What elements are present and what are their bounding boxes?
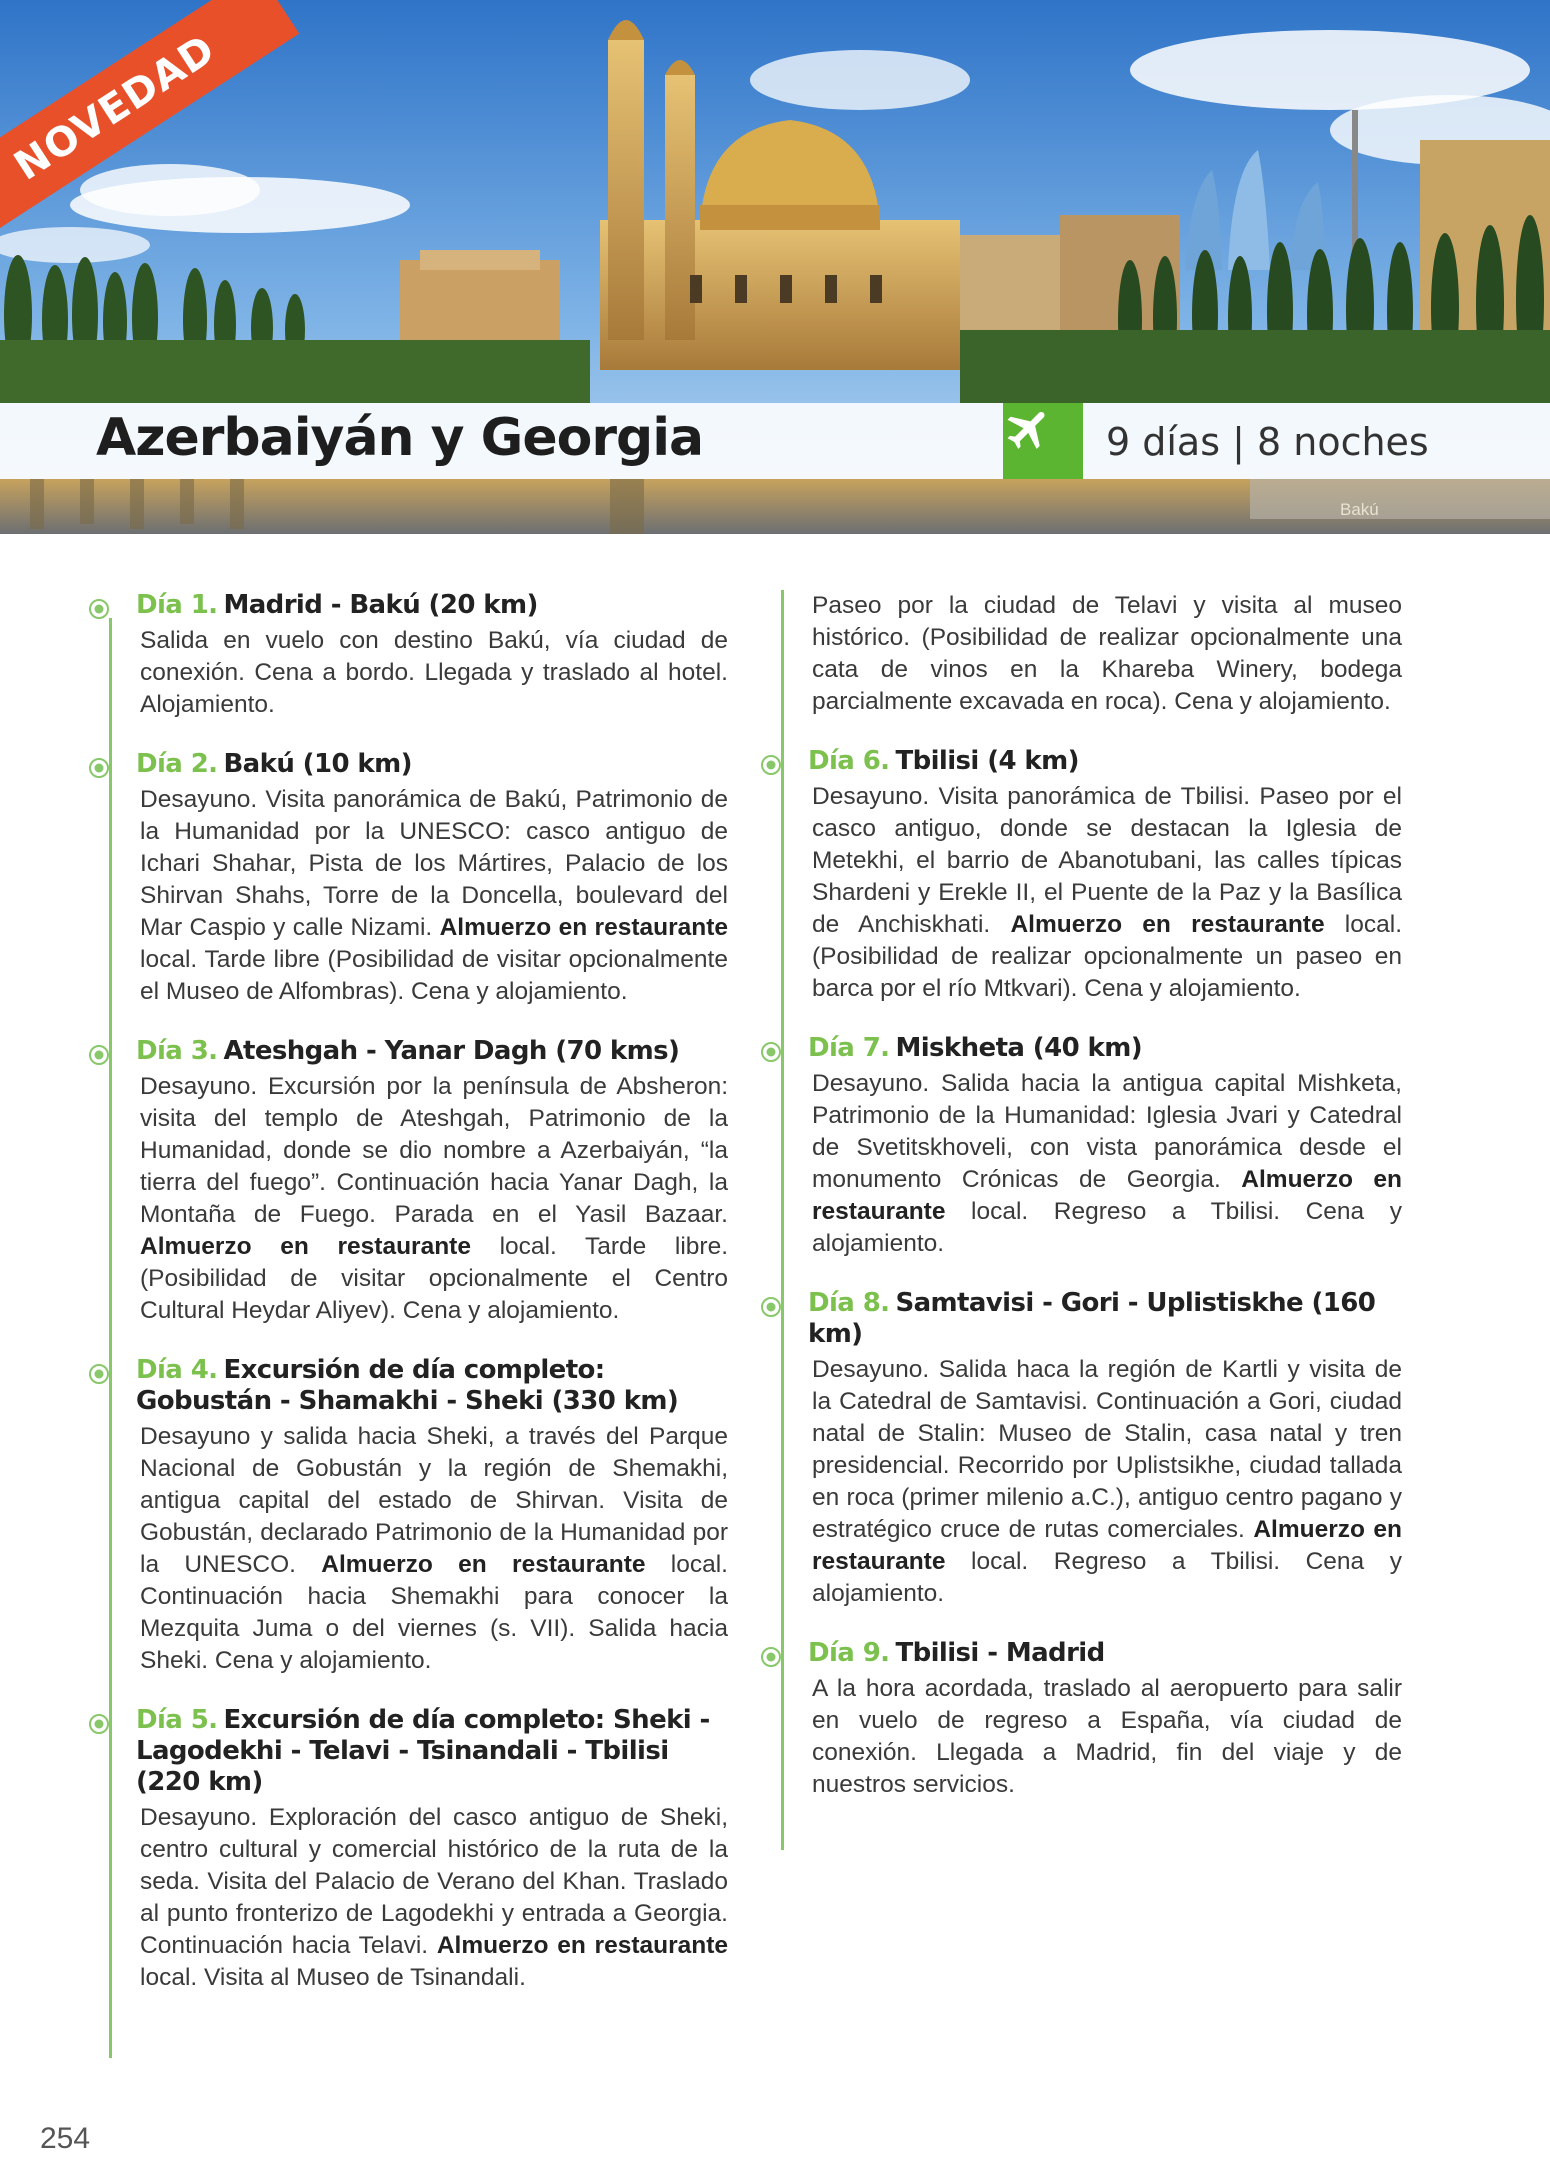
day-label: Día 8. — [808, 1288, 890, 1318]
timeline-bullet-icon — [88, 598, 110, 620]
novedad-badge-label: NOVEDAD — [0, 0, 299, 246]
day-title: Excursión de día completo: Sheki - Lagodekhi - Telavi - Tsinandali - Tbilisi (220 km) — [136, 1705, 710, 1797]
day-heading — [780, 1033, 1402, 1064]
day-description: Salida en vuelo con destino Bakú, vía ciudad de conexión. Cena a bordo. Llegada y traslado al hotel. Alojamiento. — [140, 627, 728, 718]
novedad-badge — [0, 0, 300, 300]
page-number: 254 — [40, 2122, 91, 2155]
day-title: Ateshgah - Yanar Dagh (70 kms) — [223, 1036, 680, 1066]
timeline-bullet-icon — [88, 1363, 110, 1385]
day-label: Día 3. — [136, 1036, 218, 1066]
day-description: Desayuno. Exploración del casco antiguo de Sheki, centro cultural y comercial histórico de la ruta de la seda. Visita del Palacio de Verano del Khan. Traslado al punto fronterizo de Lagodekhi y entrada a Georgia. Continuación hacia Telavi. Almuerzo en restaurante local. Visita al Museo de Tsinandali. — [140, 1804, 729, 1991]
day-entry-5 — [108, 1705, 728, 1994]
day-entry-1 — [108, 590, 728, 721]
timeline-bullet-icon — [760, 1041, 782, 1063]
day-description: Desayuno. Salida haca la región de Kartli y visita de la Catedral de Samtavisi. Continuación a Gori, ciudad natal de Stalin: Museo de Stalin, casa natal y tren presidencial. Recorrido por Uplistsikhe, ciudad tallada en roca (primer milenio a.C.), antiguo centro pagano y estratégico cruce de rutas comerciales. Almuerzo en restaurante local. Regreso a Tbilisi. Cena y alojamiento. — [812, 1356, 1402, 1607]
day-heading — [108, 1355, 728, 1417]
day-label: Día 5. — [136, 1705, 218, 1735]
day-title: Excursión de día completo: Gobustán - Shamakhi - Sheki (330 km) — [136, 1355, 679, 1416]
timeline-bullet-icon — [760, 754, 782, 776]
day-entry-9 — [780, 1638, 1402, 1801]
trip-duration: 9 días | 8 noches — [1106, 420, 1429, 464]
photo-caption: Bakú — [1340, 500, 1379, 519]
day-description: Desayuno y salida hacia Sheki, a través del Parque Nacional de Gobustán y la región de Shemakhi, antigua capital del estado de Shirvan. Visita de Gobustán, declarado Patrimonio de la Humanidad por la UNESCO. Almuerzo en restaurante local. Continuación hacia Shemakhi para conocer la Mezquita Juma o del viernes (s. VII). Salida hacia Sheki. Cena y alojamiento. — [140, 1423, 728, 1674]
itinerary-left-column — [108, 590, 728, 2022]
page-title: Azerbaiyán y Georgia — [96, 408, 704, 468]
day-description: Desayuno. Visita panorámica de Bakú, Patrimonio de la Humanidad por la UNESCO: casco antiguo de Ichari Shahar, Pista de los Mártires, Palacio de los Shirvan Shahs, Torre de la Doncella, boulevard del Mar Caspio y calle Nizami. Almuerzo en restaurante local. Tarde libre (Posibilidad de visitar opcionalmente el Museo de Alfombras). Cena y alojamiento. — [140, 786, 728, 1005]
itinerary-right-column — [780, 590, 1402, 1829]
timeline-bullet-icon — [760, 1296, 782, 1318]
day-heading — [108, 1036, 728, 1067]
day-entry-7 — [780, 1033, 1402, 1260]
day-description: Desayuno. Visita panorámica de Tbilisi. Paseo por el casco antiguo, donde se destacan la Iglesia de Metekhi, el barrio de Abanotubani, las calles típicas Shardeni y Erekle II, el Puente de la Paz y la Basílica de Anchiskhati. Almuerzo en restaurante local. (Posibilidad de realizar opcionalmente un paseo en barca por el río Mtkvari). Cena y alojamiento. — [812, 783, 1402, 1002]
day-heading — [108, 590, 728, 621]
day-label: Día 1. — [136, 590, 218, 620]
meal-highlight: Almuerzo en restaurante — [812, 1166, 1402, 1225]
hero-banner — [0, 0, 1550, 534]
meal-highlight: Almuerzo en restaurante — [439, 914, 728, 941]
timeline-bullet-icon — [88, 1713, 110, 1735]
meal-highlight: Almuerzo en restaurante — [436, 1932, 729, 1959]
day-title: Bakú (10 km) — [223, 749, 412, 779]
day-heading — [780, 746, 1402, 777]
timeline-bullet-icon — [760, 1646, 782, 1668]
day-label: Día 9. — [808, 1638, 890, 1668]
plane-icon — [1003, 403, 1055, 455]
meal-highlight: Almuerzo en restaurante — [812, 1516, 1402, 1575]
day-entry-2 — [108, 749, 728, 1008]
day-heading — [780, 1288, 1402, 1350]
day-description: A la hora acordada, traslado al aeropuerto para salir en vuelo de regreso a España, vía ciudad de conexión. Llegada a Madrid, fin del viaje y de nuestros servicios. — [812, 1675, 1402, 1798]
day-entry-4 — [108, 1355, 728, 1677]
flight-badge — [1003, 403, 1083, 479]
timeline-bullet-icon — [88, 757, 110, 779]
meal-highlight: Almuerzo en restaurante — [1010, 911, 1325, 938]
day-title: Tbilisi (4 km) — [895, 746, 1079, 776]
day-title: Madrid - Bakú (20 km) — [223, 590, 538, 620]
day-heading — [780, 1638, 1402, 1669]
day-5-continuation: Paseo por la ciudad de Telavi y visita al museo histórico. (Posibilidad de realizar opcionalmente una cata de vinos en la Khareba Winery, bodega parcialmente excavada en roca). Cena y alojamiento. — [812, 592, 1402, 715]
day-title: Tbilisi - Madrid — [895, 1638, 1105, 1668]
day-label: Día 4. — [136, 1355, 218, 1385]
day-description: Desayuno. Excursión por la península de Absheron: visita del templo de Ateshgah, Patrimonio de la Humanidad, donde se dio nombre a Azerbaiyán, “la tierra del fuego”. Continuación hacia Yanar Dagh, la Montaña de Fuego. Parada en el Yasil Bazaar. Almuerzo en restaurante local. Tarde libre. (Posibilidad de visitar opcionalmente el Centro Cultural Heydar Aliyev). Cena y alojamiento. — [140, 1073, 729, 1324]
day-entry-6 — [780, 746, 1402, 1005]
day-entry-8 — [780, 1288, 1402, 1610]
day-description: Desayuno. Salida hacia la antigua capital Mishketa, Patrimonio de la Humanidad: Iglesia Jvari y Catedral de Svetitskhoveli, con vista panorámica desde el monumento Crónicas de Georgia. Almuerzo en restaurante local. Regreso a Tbilisi. Cena y alojamiento. — [812, 1070, 1402, 1257]
day-label: Día 6. — [808, 746, 890, 776]
timeline-bullet-icon — [88, 1044, 110, 1066]
day-title: Miskheta (40 km) — [895, 1033, 1142, 1063]
day-heading — [108, 1705, 728, 1798]
day-label: Día 7. — [808, 1033, 890, 1063]
meal-highlight: Almuerzo en restaurante — [140, 1233, 471, 1260]
day-heading — [108, 749, 728, 780]
day-entry-3 — [108, 1036, 728, 1327]
day-title: Samtavisi - Gori - Uplistiskhe (160 km) — [808, 1288, 1376, 1349]
meal-highlight: Almuerzo en restaurante — [321, 1551, 646, 1578]
day-label: Día 2. — [136, 749, 218, 779]
